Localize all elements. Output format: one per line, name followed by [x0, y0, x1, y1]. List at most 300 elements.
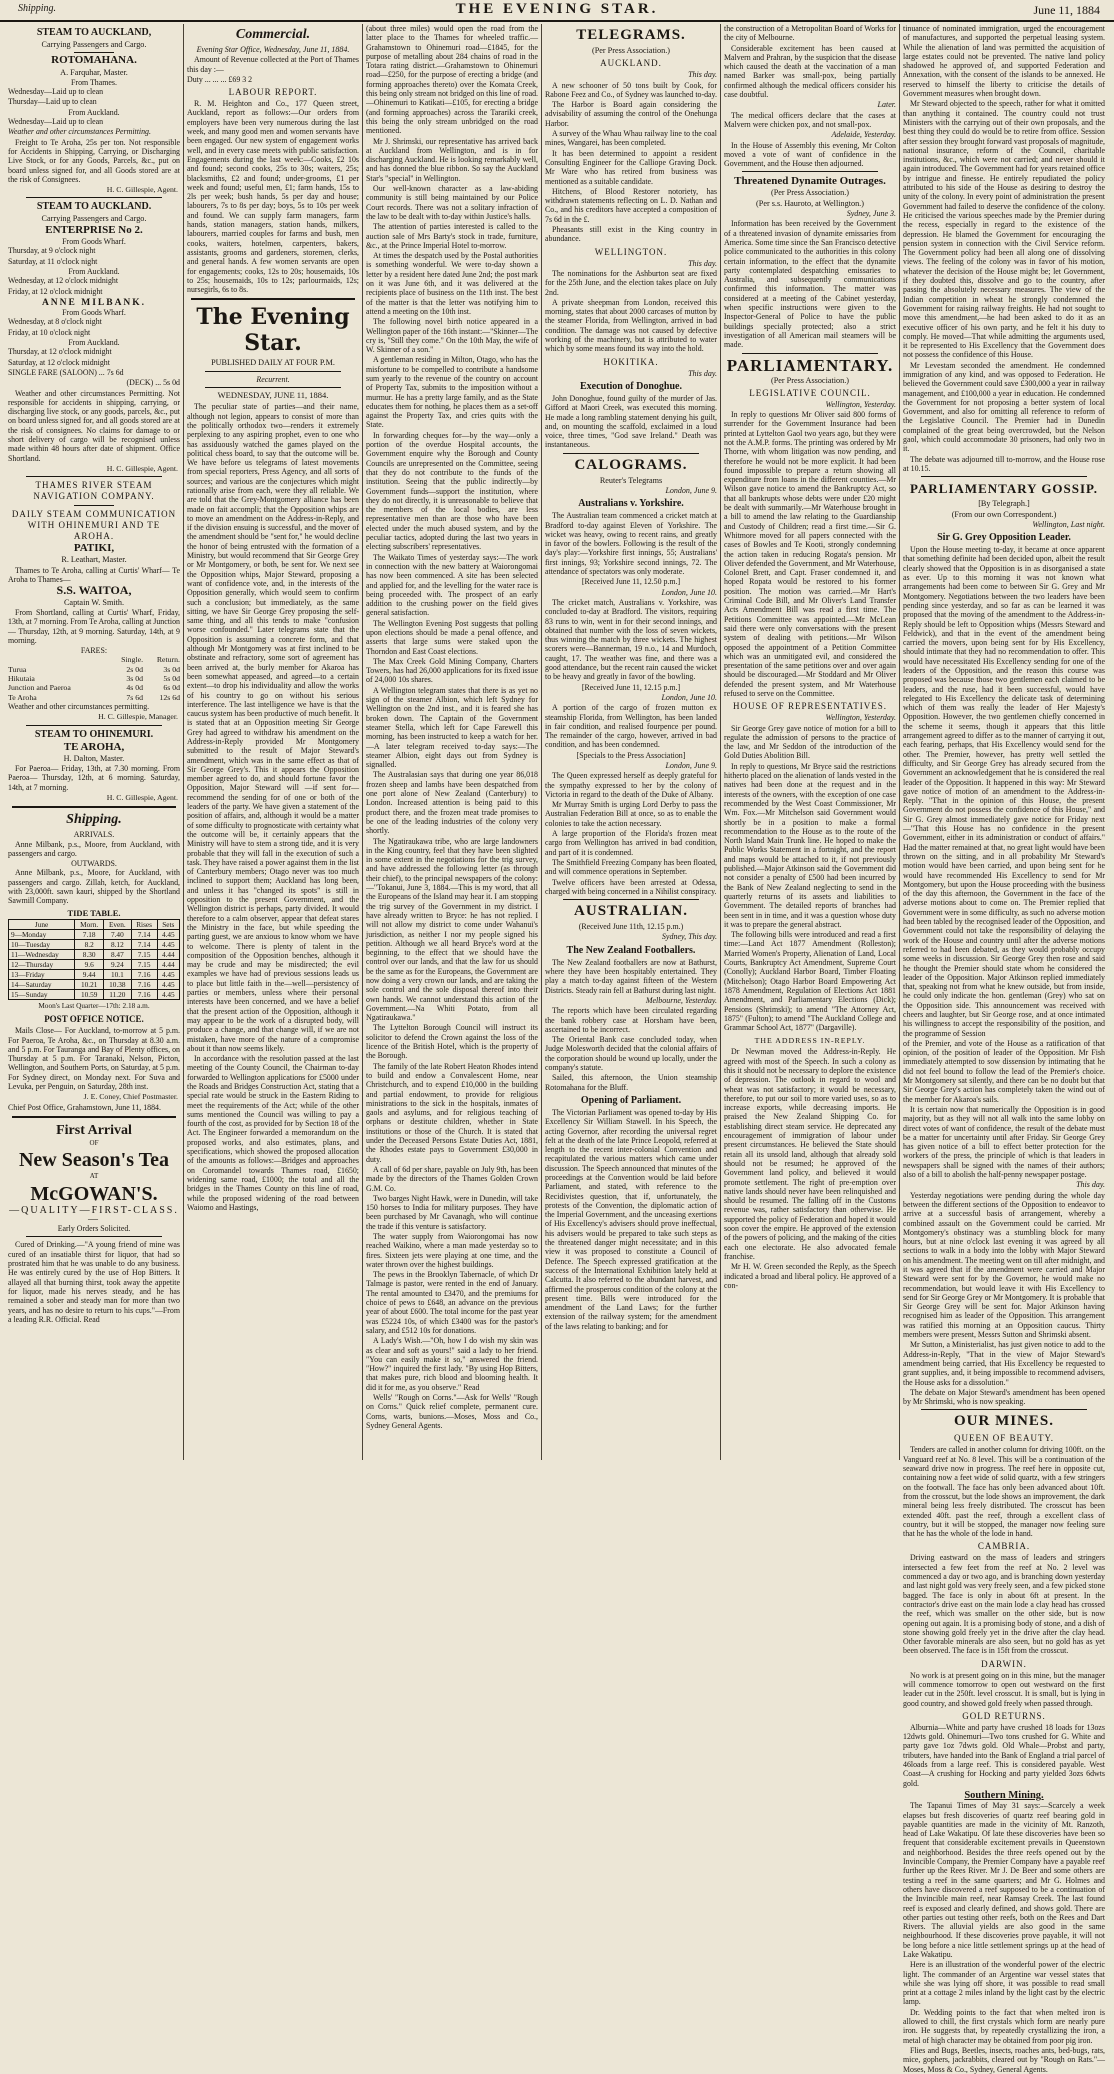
tide-cell: 15—Sunday	[9, 989, 75, 999]
dateline: Evening Star Office, Wednesday, June 11, 1884.	[196, 45, 350, 54]
paragraph: Anne Milbank, p.s., Moore, for Auckland, with passengers and cargo. Zillah, ketch, for Auckland, with 23,000ft. sawn kauri, shipped by the Shortland Sawmill Company.	[8, 868, 180, 906]
tide-row	[9, 939, 180, 949]
place-heading: AUCKLAND.	[600, 58, 662, 69]
tide-cell: 9.6	[75, 959, 104, 969]
tide-cell: 7.16	[131, 979, 157, 989]
paragraph: A Wellington telegram states that there is as yet no sign of the steamer Albion, which left Sydney for Wellington on the 2nd inst., and it is feared she has broken down. The Captain of the Government steamer Stella, which left for Cape Farewell this morning, has been instructed to keep a watch for her.—A later telegram received to-day says:—The steamer Albion, eight days out from Sydney is signalled.	[366, 685, 538, 770]
column-parliamentary	[724, 24, 896, 1460]
paragraph: Yesterday negotiations were pending during the whole day between the different sections of the Opposition to endeavor to arrive at a successful basis of arrangement, whereby a combined assault on the Government could be carried. Mr Montgomery's obstinacy was a stumbling block for many hours, but at nine o'clock last evening it was agreed by all sections to walk in a body into the lobby with Major Steward on his amendment. The meeting went on till after midnight, and it was agreed that if the amendment were carried and Major Steward were sent for by the Governor, he would make no recommendation, but would leave it with His Excellency to send for Sir George Grey or Mr Montgomery. It is probable that Sir George Grey will be sent for. Major Atkinson having recognised him as leader of the Opposition. This arrangement was ratified this morning at an Opposition caucus. Thirty members were present, Messrs Sutton and Shrimski absent.	[903, 1190, 1105, 1340]
paragraph: The following bills were introduced and read a first time:—Land Act 1877 Amendment (Rolleston); Married Women's Property, Alienation of Land, Local Courts, Bankruptcy Act Amendment, Supreme Court (Conolly); Auckland Harbor Board, Timber Floating (Mitchelson); Otago Harbor Board Empowering Act 1878 Amendment, Regulation of Elections Act 1881 Amendment, and Parliamentary Elections (Dick); Pensions (Shrimski); to amend "The Attorney Act, 1875" (Fulton); to amend "The Auckland College and Grammar School Act, 1877" (Dargaville).	[724, 930, 896, 1033]
column-rule	[362, 24, 363, 1460]
subsection-heading: HOUSE OF REPRESENTATIVES.	[732, 701, 888, 712]
tide-cell: 7.16	[131, 969, 157, 979]
divider	[563, 453, 699, 454]
column-shipping	[8, 24, 180, 1460]
paragraph: Sailed, this afternoon, the Union steamship Rotomahana for the Bluff.	[545, 1073, 717, 1092]
postmaster-signature: J. E. Coney, Chief Postmaster.	[83, 1092, 178, 1102]
schedule-line: Thursday, at 12 o'clock midnight	[8, 347, 112, 357]
motto: Recurrent.	[256, 374, 290, 384]
paragraph: Dr. Wedding points to the fact that when melted iron is allowed to chill, the first crystals which form are nearly pure iron. He suggests that, by repeatedly crystallizing the iron, a metal of high character may be obtained from poor pig iron.	[903, 2007, 1105, 2045]
paragraph: Mr Sutton, a Ministerialist, has just given notice to add to the Address-in-Reply, "That in the view of Major Steward's amendment being carried, that His Excellency be requested to grant supplies, and, it being impossible to recommend advisers, the House asks for a dissolution."	[903, 1340, 1105, 1387]
manager-signature: H. C. Gillespie, Manager.	[98, 712, 178, 722]
paragraph: (about three miles) would open the road from the latter place to the Thames for wheeled traffic.—Grahamstown to Ohinemuri road—£1845, for the purpose of metalling about 284 chains of road in the Totara rating district.—Grahamstown to Ohinemuri road—£250, for the purpose of erecting a bridge (and forming approaches thereto) over the Komata Creek, this being only stream not bridged on this line of road.—Ohinemuri to Katikati—£105, for erecting a bridge (and forming approaches) across the Tarariki creek, this being the only stream unbridged on the road mentioned.	[366, 24, 538, 136]
editorial-paragraph: The peculiar state of parties—and their name, although not legion, appears to consist of more than the politically orthodox two—renders it extremely perplexing to any aspiring prophet, even to one who has assiduously watched the games played on the political chess board, to say that the outcome will be. We have before us telegrams of latest movements from special reporters, Press Agency, and all sorts of sources; and various are the conjectures which might rationally arise from each, were they all reliable. We are told that the Grey-Montgomery alliance has been made on fait accompli; that the Opposition whips are to move an amendment on the Address-in-Reply, and if the division ensuing is successful, and the mover of the amendment should be "sent for," he would decline the honor of being entrusted with the formation of a Ministry, but would recommend that Sir George Grey or Mr Montgomery, or both, be sent for. We next see the Opposition whips, Major Steward, proposing a want of confidence vote, and, in the interests of the Opposition generally, which would seem to confirm such a conclusion; but immediately, as the same sitting, we have Sir George Grey proposing the self-same thing, and all this tends to make "confusion worse confounded." Later telegrams state that the Opposition is assuming a concrete form, and that although Mr Montgomery was at first inclined to be obstinate and refractory, some sort of agreement has been arrived at, the burly member for Akaroa has been somewhat appeased, and agreed—to a certain extent—to drop his individuality and allow the works of his country to go on without his serious interference. The last intelligence we have is that the caucus system has been productive of much benefit. It is stated that at an Opposition meeting Sir George Grey had agreed to withdraw his amendment on the Address-in-Reply provided Mr Montgomery submitted to the result of Major Steward's amendment, which was in the same effect as that of Sir George Grey's. This it appears the Opposition member agreed to do, and should fortune favor the Opposition, Major Steward will —if sent for—recommend the sending for of one or both of the leaders of the party. We have given a statement of the position of affairs, and, although it would be a matter of some difficulty to prognosticate with certainty what the outcome will be, it certainly appears that the Ministry will have to stem a strong tide, and it is very probable that they will fall in the execution of such a task. They have raised a power against them in the list of Canterbury members; Otago never was too much inclined to support them; Auckland has long been, and unless it has "changed its spots" is still in opposition to the present Government, and the Wellington district is perhaps, party divided. It would therefore to a calm observer, appear that defeat stares the Ministry in the face, but while speeding the parting guest, we are anxious to know whom we have to welcome. There is plenty of talent in the composition of the Opposition benches, although it may be crude and may be misdirected; the evil examples we have had of previous sessions leads us to place but little faith in the—well—persistency of parties or members, unless where their personal interests have been concerned, and we have a belief that the present action of the Opposition, although it may appear to be the work of a disrupted body, will produce a change, and that change will, if we are not mistaken, have more of the nature of a compromise about it than now seems likely.	[187, 402, 359, 1053]
column-gossip-mines	[903, 24, 1105, 2074]
column-rule	[183, 24, 184, 1460]
paragraph: The cricket match, Australians v. Yorkshire, was concluded to-day at Bradford. The visitors, requiring 83 runs to win, went in for their second innings, and obtained that number with the loss of seven wickets, thus winning the match by three wickets. The highest scorers were—Bannerman, 19 n.o., 14 and Murdoch, caught, 17. The weather was fine, and there was a good attendance, but the recent rain caused the wicket to be heavy and greatly in favor of the bowling.	[545, 597, 717, 682]
tide-cell: 14—Saturday	[9, 979, 75, 989]
fare-line: SINGLE FARE (SALOON) ... 7s 6d	[8, 367, 124, 377]
ship-name: ROTOMAHANA.	[51, 54, 137, 67]
tide-header-cell: Morn.	[75, 919, 104, 929]
column-rule	[899, 24, 900, 1460]
schedule-line: From Auckland.	[68, 266, 120, 276]
tide-cell: 8.30	[75, 949, 104, 959]
fares-header-cell: Single.	[121, 655, 144, 665]
divider	[742, 171, 878, 172]
section-heading: STEAM TO OHINEMURI.	[34, 728, 154, 740]
tide-cell: 4.45	[157, 979, 179, 989]
paragraph: Sir George Grey gave notice of motion for a bill to regulate the admission of persons to the practice of the law, and Mr Seddon of the introduction of the Gold Duties Abolition Bill.	[724, 723, 896, 761]
tide-cell: 9.24	[104, 959, 131, 969]
tide-cell: 4.45	[157, 939, 179, 949]
schedule-list	[8, 237, 180, 296]
fares-cell: Turua	[8, 664, 27, 674]
dateline: London, June 9.	[665, 485, 717, 495]
paragraph: Mr Steward objected to the speech, rather for what it omitted than anything it contained. The country could not trust Ministers with the carrying out of their own proposals, and the best thing they could do would be to retire from office. Session after session they brought forward vast proposals of magnitude, national insurance, reform of the Council, charitable institutions, &c., which were not carried; and never should it again introduced. The Government had for years retained office by intrigue and finesse. He entirely repudiated the policy attributed to his side of the House as desiring to destroy the unity of the colony. In every point of administration the present Government had failed to deserve the confidence of the colony. He criticised the various speeches made by the Premier during the recess, especially in regard to the existence of the depression. He blamed the Government for encouraging the pension system in connection with the Civil Service reform. The Government policy had been all along one of dissolving views. The feeling of the colony was in favor of his motion, whatever the decision of the House might be; let Government, if they doubted this, dissolve and go to the country, after passing the absolutely necessary measures. The view of the Indian competition in wheat he strongly condemned the Government for raising railway freights. He had not sought to move this amendment,—he had been asked to do it as an executive officer of his own party, and he felt it his duty to comply. He moved—That while admitting the arguments used, it be represented to His Excellency that the Government does not possess the confidence of this House.	[903, 99, 1105, 360]
subsection-heading: CAMBRIA.	[977, 1541, 1031, 1552]
column-telegrams	[545, 24, 717, 1460]
dateline: Melbourne, Yesterday.	[645, 995, 717, 1005]
masthead-title: THE EVENING STAR.	[455, 1, 659, 17]
paragraph: The nominations for the Ashburton seat are fixed for the 25th June, and the election takes place on July 2nd.	[545, 268, 717, 297]
tide-cell: 8.12	[104, 939, 131, 949]
newspaper-title: The Evening Star.	[196, 304, 350, 357]
paragraph: Mr Levestam seconded the amendment. He condemned immigration of any kind, and was opposed to Federation. He believed the Government could save £300,000 a year in railway management, and £100,000 a year in education. He condemned the Government for not proposing a better system of local Government, and also for omitting all reference to reform of the Legislative Council. The Premier had in Dunedin complained of the great being overcrowded, but the Nelson gaol, which could accommodate 30 prisoners, had only two in it.	[903, 360, 1105, 454]
dateline: Sydney, June 3.	[846, 209, 896, 219]
received-line: (Received June 11th, 12.15 p.m.)	[578, 922, 684, 932]
ship-name: S.S. WAITOA,	[56, 583, 132, 598]
publication-note: PUBLISHED DAILY AT FOUR P.M.	[211, 358, 335, 368]
paragraph: Here is an illustration of the wonderful power of the electric light. The commander of an Argentine war vessel states that while she was lying off shore, it was possible to read small print at a cottage 2 miles inland by the light cast by the electric lamp.	[903, 1960, 1105, 2007]
paragraph: The Max Creek Gold Mining Company, Charters Towers, has had 26,000 applications for its fixed issue of 24,000 10s shares.	[366, 656, 538, 685]
paragraph: The Australasian says that during one year 86,018 frozen sheep and lambs have been despatched from one port alone of New Zealand (Canterbury) to London. Increased attention is being paid to this product there, and the frozen meat trade promises to be one of the leading industries of the colony very shortly.	[366, 770, 538, 836]
tide-row	[9, 929, 180, 939]
subsection-heading: THE ADDRESS IN-REPLY.	[754, 1036, 866, 1046]
tide-cell: 4.45	[157, 989, 179, 999]
paragraph: Freight to Te Aroha, 25s per ton. Not responsible for Accidents in Shipping, Carrying, or Discharging Live Stock, or for any Goods, Parcels, &c., put on board unless signed for, and all Goods stored are at the risk of Consignees.	[8, 137, 180, 184]
tide-row	[9, 959, 180, 969]
schedule-line: Friday, at 12 o'clock midnight	[8, 286, 103, 296]
schedule-line: Saturday, at 11 o'clock night	[8, 256, 98, 266]
paragraph: The Lyttelton Borough Council will instruct its solicitor to defend the Crown against the loss of the licence of the British Hotel, which is the property of the Borough.	[366, 1023, 538, 1061]
tide-cell: 7.18	[75, 929, 104, 939]
schedule-line: Wednesday, at 8 o'clock night	[8, 317, 102, 327]
tide-cell: 10—Tuesday	[9, 939, 75, 949]
tide-row	[9, 979, 180, 989]
dateline: London, June 10.	[661, 587, 717, 597]
fares-cell: 4s 0d	[126, 683, 144, 693]
tide-cell: 7.15	[131, 949, 157, 959]
paragraph: For Paeroa— Friday, 13th, at 7.30 morning. From Paeroa— Thursday, 12th, at 6 morning. Saturday, 14th, at 7 morning.	[8, 764, 180, 792]
tide-cell: 11.20	[104, 989, 131, 999]
advert-line: —QUALITY—FIRST-CLASS.—	[9, 1204, 179, 1225]
tide-cell: 4.44	[157, 959, 179, 969]
paragraph: Considerable excitement has been caused at Malvern and Prahran, by the suspicion that the disease which caused the death at the vaccination of a man named Barker was small-pox, being partially confirmed although the medical officers consider his case doubtful.	[724, 43, 897, 100]
paragraph: It has been determined to appoint a resident Consulting Engineer for the Calliope Graving Dock. Mr Ware who has retired from business was mentioned as a suitable candidate.	[545, 148, 717, 186]
tide-cell: 4.44	[157, 949, 179, 959]
paragraph: The medical officers declare that the cases at Malvern were chicken pox, and not small-pox.	[724, 110, 896, 129]
fares-cell: 5s 0d	[163, 674, 180, 684]
dateline: Later.	[877, 100, 896, 110]
paragraph: At times the despatch used by the Postal authorities is something wonderful. We were to-day shown a letter by a resident here dated June 2nd; the post mark on it was June 6th, and it was delivered at the recipients place of business on the 11th inst. The best of the matter is that the letter was notifying him to attend a meeting on the 10th inst.	[366, 251, 538, 316]
agent-signature: H. C. Gillespie, Agent.	[106, 793, 178, 802]
dateline: Wellington, Yesterday.	[825, 399, 896, 409]
paragraph: Tenders are called in another column for driving 100ft. on the Vanguard reef at No. 8 level. This will be a continuation of the seaward drive now in progress. The reef here in opposite cut, containing now a feet wide of solid quartz, with a few stringers on the footwall. The face has only been advanced about 10ft. from the crosscut, but the lode shows an improvement, the dark mineral being less freely distributed. The crosscut has been extended 40ft. past the reef, through a excellent class of country, but it will be stopped, the manager now feeling sure that he has the whole of the lode in hand.	[903, 1445, 1105, 1539]
paragraph: R. M. Heighton and Co., 177 Queen street, Auckland, report as follows:—Our orders from employers have been very numerous during the last week, and many good men and women servants have been engaged. Our new system of engagement works well, and in every case meets with public satisfaction. Engagements during the last week:—Cooks, £2 10s and found; second cooks, 25s to 30s; waiters, 25s; blacksmiths, £2 and found; under-grooms, £1 per week and found; useful men, £1; farm hands, 15s to 2ls per week; bush hands, 5s per day and house; labourers, 7s to 8s per day; boys, 5s to 10s per week and found. We can supply farm managers, farm hands, station managers, station hands, milkers, labourers, married couples for farms and bush, men cooks, waiters, hotelmen, carpenters, bakers, assistants, grooms and gardeners, storemen, clerks, and general hands. A few women servants are open for engagements; cooks, 12s to 20s; housemaids, 10s to 25s; housemaids, 10s to 12s; parlourmaids, 12s; nursegirls, 6s to 8s.	[187, 99, 359, 295]
paragraph: A large proportion of the Florida's frozen meat cargo from Wellington has arrived in bad condition, and part of it is condemned.	[545, 829, 717, 857]
section-subheading: Carrying Passengers and Cargo.	[41, 40, 147, 49]
paragraph: Mr J. Shrimski, our representative has arrived back at Auckland from Wellington, and is in for discharging Auckland. He is looking remarkably well, and has donned the blue ribbon. So say the Auckland Star's "special" in Wellington.	[366, 136, 538, 183]
tide-cell: 4.45	[157, 929, 179, 939]
paragraph: The family of the late Robert Heaton Rhodes intend to build and endow a Convalescent Home, near Christchurch, and to expend £10,000 in the building and partial endowment, to provide for religious ministrations to the sick in the hospitals, inmates of gaols and asylums, and for religious teaching of orphans or destitute children, whether in State institutions or those of the Church. It is stated that under the Deceased Persons Estate Duties Act, 1881, the Rhodes estate pays to Government £30,000 in duty.	[366, 1061, 538, 1164]
tide-header-cell: Sets	[157, 919, 179, 929]
divider	[26, 197, 162, 198]
advert-line: Early Orders Solicited.	[57, 1224, 131, 1234]
source-line: Reuter's Telegrams	[599, 475, 663, 485]
paragraph: Dr Newman moved the Address-in-Reply. He agreed with most of the Speech. In such a colony as this it should not be necessary to deplore the existence of depression. The outlook in regard to wool and wheat was not satisfactory; it would be necessary, therefore, to put our soil to more varied uses, so as to increase exports, while decreasing imports. He praised the New Zealand Shipping Co. for establishing direct steam service. He deprecated any encouragement of immigration of labour under present circumstances. He believed the State should retain all its unsold land, although that already sold should not be resumed; he approved of the Government land policy, and believed it would promote settlement. The right of pre-emption over native lands should never have been relinquished and should be resumed. The falling off in the Customs revenue was, rather satisfactory than otherwise. He supported the policy of Federation and hoped it would soon cover the empire. He approved of the extension of the powers of policing, and the making of the cities each one electorate. He also advocated female franchise.	[724, 1047, 896, 1261]
schedule-line: From Goods Wharf.	[62, 237, 126, 247]
article-heading: Sir G. Grey Opposition Leader.	[937, 532, 1071, 544]
paragraph: In reply to questions, Mr Bryce said the restrictions hitherto placed on the alienation of lands vested in the natives had been done at the request and in the interests of the owners, with the exception of one case recommended by the West Coast Commissioner, Mr Wm. Fox.—Mr Mitchelson said Government would shortly be in a position to make a formal recommendation to the House as to the route of the North Island Main Trunk line. He hoped to make the Public Works Statement in a fortnight, and the report and maps would be attached to it, if not previously published.—Major Atkinson said the Government did not consider a penalty of £500 had been incurred by the Bank of New Zealand neglecting to send in the quarterly returns of its assets and liabilities to Government. The detailed reports of branches had been sent in in time, and it was a question whose duty it was to prepare the general abstract.	[724, 761, 896, 929]
paragraph: Alburnia—White and party have crushed 18 loads for 13ozs 12dwts gold. Ohinemuri—Two tons crushed for G. White and party gave 1oz 7dwts gold. Old Whale—Probst and party, tributers, have handed into the Bank of England a trial parcel of 46loads from a large reef. This is considered payable. West Coast—A crushing for Hocking and party yielded 3ozs 6dwts gold.	[903, 1722, 1105, 1788]
fares-row	[8, 683, 180, 692]
paragraph: The reports which have been circulated regarding the bank robbery case at Horsham have been, ascertained to be incorrect.	[545, 1006, 717, 1034]
fares-cell: Te Aroha	[8, 692, 37, 702]
article-heading: Threatened Dynamite Outrages.	[734, 175, 886, 188]
tide-cell: 7.40	[104, 929, 131, 939]
paragraph: Driving eastward on the mass of leaders and stringers intersected a few feet from the reef at No. 2 level was commenced a day or two ago, and is branching down yesterday and last night gold was very freely seen, and a few picked stone bagged. The face is only in about 6ft at present. In the contractor's drive east on the main lode a clay head has crossed the reef, which was smaller on the other side, but is now opening out again. It is a promising body of stone, and a dish of stone showing gold freely yet in the drive after the clay head. Other favorable minerals are also seen, but no gold has as yet been observed. The face is in 15ft from the crosscut.	[903, 1553, 1105, 1656]
divider	[191, 298, 355, 300]
divider	[921, 1409, 1087, 1410]
received-line: [Specials to the Press Association]	[576, 750, 686, 760]
dateline: Wellington, Yesterday.	[825, 713, 896, 723]
subsection-heading: ARRIVALS.	[73, 830, 115, 840]
section-heading: DAILY STEAM COMMUNICATION WITH OHINEMURI AND TE AROHA.	[11, 509, 177, 542]
ship-master: H. Dalton, Master.	[63, 753, 125, 763]
column-commercial-editorial	[187, 24, 359, 1460]
paragraph: The New Zealand footballers are now at Bathurst, where they have been hospitably entertained. They play a match to-day against fifteen of the Western Districts. Steady rain fell at Bathurst during last night.	[545, 957, 717, 995]
paragraph: tinuance of nominated immigration, urged the encouragement of manufactures, and supported the perpetual leasing system. While the alienation of land was permitted the acquisition of large estates could not be prevented. The native land policy shadowed he approved of, and supported Federation and Annexation, with the consent of the islands to be annexed. He reserved to himself the liberty to criticise the details of Government measures when brought down.	[903, 24, 1105, 99]
dateline: London, June 9.	[665, 761, 717, 770]
paragraph: The Victorian Parliament was opened to-day by His Excellency Sir William Stawell. In his Speech, the acting Governor, after recording the universal regret felt at the death of the late Prince Leopold, referred at length to the recent inter-colonial Convention and recapitulated the various matters which came under discussion. The Speech announced that minutes of the proceedings at the Convention would be laid before Parliament, and stated, with reference to the Recidivistes question, that if, unfortunately, the protests of the Convention, the diplomatic action of the Imperial Government, and the unceasing exertions of His Excellency's advisers should prove ineffectual, his advisers would be prepared to take such steps as the threatened danger might necessitate; and in this view it was proposed to constitute a Council of Defence. The Speech expressed gratification at the success of the International Exhibition lately held at Calcutta. It also referred to the abundant harvest, and affirmed the prosperous condition of the colony at the present time. Bills were introduced for the amendment of the Land Laws; for the further extension of the railway system; for the amendment of the laws relating to banking; and for	[545, 1107, 717, 1331]
divider	[26, 476, 162, 477]
paragraph: Hitchens, of Blood Restorer notoriety, has withdrawn statements reflecting on L. D. Nathan and Co., and his creditors have accepted a composition of 7s 6d in the £.	[545, 186, 717, 224]
paragraph: The debate was adjourned till to-morrow, and the House rose at 10.15.	[903, 454, 1105, 473]
paragraph: John Donoghue, found guilty of the murder of Jas. Gifford at Maori Creek, was executed this morning. He made a long rambling statement denying his guilt, and, on mounting the scaffold, exclaimed in a loud voice, three times, "God save Ireland." Death was instantaneous.	[545, 393, 717, 450]
subsection-heading: LEGISLATIVE COUNCIL.	[749, 387, 871, 398]
paragraph: Flies and Bugs, Beetles, insects, roaches ants, bed-bugs, rats, mice, gophers, jackrabbits, cleared out by "Rough on Rats."—Moses, Moss & Co., Sydney, General Agents.	[903, 2045, 1105, 2074]
tide-row	[9, 989, 180, 999]
paragraph: the construction of a Metropolitan Board of Works for the city of Melbourne.	[724, 24, 896, 43]
tide-cell: 10.21	[75, 979, 104, 989]
schedule-line: Wednesday, at 12 o'clock midnight	[8, 276, 119, 286]
schedule-line: Friday, at 10 o'clock night	[8, 327, 91, 337]
paragraph: The Ngatiraukawa tribe, who are large landowners in the King country, feel that they have been slighted in some extent in the negotiations for the trig survey, and have addressed the following letter (as through their chief), to the principal newspapers of the colony:—"Tokanui, June 3, 1884.—This is my word, that all the Europeans of the Island may hear it. I am stopping the trig survey of the Government in my district. I have already written to Bryce: he has not replied. I will not allow my district to come under Wahanui's jurisdiction, as neither I nor my people signed his petition. Although we all heard Bryce's word at the beginning, to the effect that we should have the control over our lands, and that the law for us should be the same as for the Europeans, the Government are now doing a very crown our lands, and are taking the sole control and the sole disposal thereof into their own hands. We cannot understand this action of the Government.—Na Whiti Potato, from all Ngatiraukawa."	[366, 836, 538, 1023]
tide-cell: 7.14	[131, 929, 157, 939]
paragraph: In reply to questions Mr Oliver said 800 forms of surrender for the Government Insurance had been printed at Lyttelton Gaol two years ago, but they were not the A.M.P. forms. The printing was ordered by Mr Thorne, with whom litigation was now pending, and therefore he would not be more explicit. It had been found impossible to prepare a return showing all expenditure from loans in the different counties.—Mr Wilson gave notice to amend the Bankruptcy Act, so that all bankrupts whose debts were under £20 might be dealt with summarily.—Mr Waterhouse brought in a bill to amend the law relating to the Guardianship and Custody of Children; read a first time.—Sir G. Whitmore moved for all papers connected with the cases of Bowles and Te Kooti, strongly condemning the action taken in reducing Rogata's pension. Mr Oliver defended the Government, and Mr Waterhouse, Colonel Brett, and Capt. Fraser condemned it, and hoped Ropata would be restored to his former position. The motion was carried.—Mr Hart's Criminal Code Bill, and Mr Oliver's Land Transfer Acts Amendment Bill was read a first time. The Petitions Committee was appointed.—Mr McLean said there were only conversations with the present system of dealing with petitions.—Mr Wilson opposed the appointment of a Petition Committee which was an unmitigated evil, and considered the presentation of the same petitions over and over again should be discouraged.—Mr Stoddard and Mr Oliver defended the present system, and Mr Waterhouse refused to serve on the Committee.	[724, 410, 896, 698]
post-office-dateline: Chief Post Office, Grahamstown, June 11, 1884.	[8, 1102, 161, 1112]
paragraph: A gentleman residing in Milton, Otago, who has the misfortune to be compelled to contribute a handsome sum yearly to the revenue of the country on account of Property Tax, submits to the imposition without a murmur. He has a pretty large family, and as the State educates them for nothing, he places them as a set-off against the Property Tax, and cries quits with the State.	[366, 355, 538, 430]
paragraph: The Waikato Times of yesterday says:—The work in connection with the new battery at Waiorongomai has now been commenced. A site has been selected and applied for, and the levelling for the water race is being proceeded with. The prospect of an early addition to the crushing power on the field gives general satisfaction.	[366, 552, 538, 618]
schedule-line: From Auckland.	[68, 338, 120, 348]
paragraph: From Shortland, calling at Curtis' Wharf, Friday, 13th, at 7 morning. From Te Aroha, calling at Junction— Thursday, 12th, at 9 morning. Saturday, 14th, at 9 morning.	[8, 607, 180, 645]
section-heading: Commercial.	[235, 27, 311, 42]
section-heading: POST OFFICE NOTICE.	[44, 1014, 144, 1025]
paragraph: The Tapanui Times of May 31 says:—Scarcely a week elapses but fresh discoveries of quartz reef bearing gold in payable quantities are made in the vicinity of Mt. Ranzoth, head of Lake Wakatipu. Of late these discoveries have been so frequent that considerable excitement prevails in Queenstown and neighborhood. Besides the three reefs opened out by the Invincible Company, the Premier Company have a payable reef further up the Rees River. Mr J. De Beer and some others are testing a reef in the same quarters; and Mr G. Holmes and others have discovered a reef supposed to be a continuation of the Invincible main reef, near Ramsay Creek. The last found reef is exposed and clearly defined, and shows gold. There are other parties out testing other reefs, both on the Rees and Dart Rivers. The alluvial yields are also good in the same neighbourhood. If these discoveries prove payable, it will not be long before a nice little settlement springs up at the head of Lake Wakatipu.	[903, 1801, 1105, 1959]
section-subheading: Carrying Passengers and Cargo.	[41, 214, 147, 224]
paragraph: Cured of Drinking.—"A young friend of mine was cured of an insatiable thirst for liquor, that had so prostrated him that he was unable to do any business. He was entirely cured by the use of Hop Bitters. It allayed all that burning thirst, took away the appetite for liquor, made his nerves steady, and he has remained a sober and steady man for more than two years, and has no desire to return to his cups."—From a leading R.R. Official. Read	[8, 1240, 180, 1324]
fares-row	[8, 693, 180, 702]
fares-cell: 2s 0d	[126, 664, 144, 674]
paragraph: The Queen expressed herself as deeply grateful for the sympathy expressed to her by the colony of Victoria in regard to the death of the Duke of Albany.	[545, 771, 717, 799]
paragraph: Our well-known character as a law-abiding community is still being maintained by our Police Court records. There was not a solitary infraction of the law to be dealt with to-day within Justice's halls.	[366, 184, 538, 221]
divider	[74, 52, 114, 53]
received-line: [Received June 11, 12.50 p.m.]	[581, 577, 681, 587]
tide-header-cell: June	[9, 919, 75, 929]
advert-heading: McGOWAN'S.	[30, 1182, 158, 1205]
paragraph: The Harbor is Board again considering the advisability of assuming the control of the Onehunga Harbor.	[545, 100, 717, 128]
tide-cell: 7.15	[131, 959, 157, 969]
paragraph: Two barges Night Hawk, were in Dunedin, will take 150 horses to India for military purposes. They have been purchased by Mr Cavanagh, who will continue the trade if this venture is satisfactory.	[366, 1193, 538, 1231]
ship-master: A. Farquhar, Master.	[60, 67, 128, 77]
article-heading: The New Zealand Footballers.	[566, 944, 696, 956]
paragraph: A portion of the cargo of frozen mutton ex steamship Florida, from Wellington, has been landed in fair condition, and realised fourpence per pound. The remainder of the cargo, however, arrived in bad condition, and has been condemned.	[545, 703, 717, 750]
fares-cell: 3s 0d	[163, 664, 180, 674]
paragraph: In forwarding cheques for—by the way—only a portion of the overdue Hospital accounts, the Government enquire why the Borough and County Councils are unrepresented on the Committee, seeing that they do not contribute to the funds of the institution. Seeing that the public indirectly—by Government funds—support the institution, where they do not directly, it is unreasonable to believe that the members of the local bodies, are less representative men than are those who have been elected under the much abused system, and by the peculiar tactics, adopted during the last two years in electing subscribers' representatives.	[366, 430, 538, 552]
advert-heading: First Arrival	[56, 1122, 132, 1138]
fares-cell: 6s 0d	[163, 683, 180, 693]
paragraph: Upon the House meeting to-day, it became at once apparent that something definite had been decided upon, albeit the result clearly showed that the Opposition is in as disorganised a state as ever. Up to this morning it was not known what arrangements had been come to between Sir G. Grey and Mr Montgomery. Negotiations between the two leaders have been pending since yesterday, and so far as can be learned it was proposed that the moving of the amendment to the Address-in-Reply should be left to Opposition whips (Messrs Steward and Feldwick), and that in the event of the amendment being carried the movers, upon being sent for by His Excellency, should intimate that they had no recommendation to offer. This would have necessitated His Excellency sending for one of the leaders of the Opposition, and the reason this course was proposed was because those two gentlemen each claimed to be leaders, and the ruse, had it been successful, would have relegated to His Excellency the delicate task of determining which of them was really the leader of Her Majesty's Opposition. However, the two gentlemen chiefly concerned in the scheme it seems, though it appears that this little arrangement agreed to differ as to the manner of carrying it out, each fearing, perhaps, that His Excellency would send for the other. The Premier, however, has pretty well settled the difficulty, and Sir George Grey has already secured from the Government an acknowledgement that he is considered the real leader of the Opposition. It happened in this way: Mr Steward gave notice of motion of an amendment to the Address-in-Reply. "That in the opinion of this House, the present Government do not possess the confidence of this House," and Sir G. Grey almost immediately gave notice for Friday next—"That this House has no confidence in the present Government, either in its administration or conduct of affairs." Had the matter remained at that, no great light would have been thrown on the sitting, and in all probability Mr Steward's motion would have been carried, and upon being sent for he would have recommended His Excellency to send for Mr Montgomery, but upon the House proceeding with the business of the day this afternoon, the Government in the face of the adverse motions about to come on. The Premier replied that Government were in some difficulty, as such no adverse motion had been tabled by the recognised leader of the Opposition, and Government could not take the responsibility of delaying the work of the House and country until after the adverse motions referred to had been debated, as they would probably occupy some weeks in discussion. Sir George Grey then rose and said he thought the Premier should state whom he considered the leader of the Opposition. Major Atkinson replied immediately that, speaking not from what he knew outside, but from inside, he could only indicate the hon. gentleman (Grey) who sat on the Opposition side. This announcement was received with cheers and laughter, but Sir George rose, and at once intimated his willingness to accept the responsibility of the position, and the programme of Session	[903, 545, 1105, 1038]
source-line: (Per Press Association.)	[591, 46, 670, 55]
paragraph: A survey of the Whau Whau railway line to the coal mines, Wangarei, has been completed.	[545, 129, 717, 148]
subsection-heading: DARWIN.	[981, 1658, 1027, 1669]
subsection-heading: OUTWARDS.	[71, 859, 117, 869]
paragraph: Mr Murray Smith is urging Lord Derby to pass the Australian Federation Bill at once, so as to enable the colonies to take the action necessary.	[545, 800, 717, 828]
advert-line: OF	[89, 1138, 99, 1147]
ship-name: ANNE MILBANK.	[41, 297, 147, 308]
schedule-line: Thursday—Laid up to clean	[8, 97, 97, 107]
schedule-line: Wednesday—Laid up to clean	[8, 117, 104, 127]
tide-cell: 10.59	[75, 989, 104, 999]
paragraph: Pheasants still exist in the King country in abundance.	[545, 225, 717, 244]
paragraph: Thames to Te Aroha, calling at Curtis' Wharf— Te Aroha to Thames—	[8, 565, 180, 585]
paragraph: Weather and other circumstances Permitting. Not responsible for accidents in shipping, carrying, or discharging live stock, or any goods, parcels, &c., put on board unless signed for, and all goods stored are at the risk of consignees. No claims for damage to or short delivery of cargo will be recognised unless made within 48 hours after date of shipment. Office Shortland.	[8, 388, 180, 463]
dateline: Adelaide, Yesterday.	[831, 130, 896, 140]
divider	[921, 476, 1087, 477]
paragraph: It is certain now that numerically the Opposition is in good majority, but as they will not all walk into the same lobby on direct votes of want of confidence, the result of the debate must be a matter for uncertainty until after Friday. Sir George Grey has given notice of a bill to effect better protection for the workers of the press, the principle of which is that leaders in newspapers shall be signed with the names of their authors; also of a bill to abolish the half-penny newspaper postage.	[903, 1104, 1105, 1180]
section-heading: Shipping.	[66, 812, 122, 828]
masthead-date: June 11, 1884	[1033, 3, 1100, 17]
schedule-note: Weather and other circumstances Permitting.	[8, 127, 151, 137]
section-heading: PARLIAMENTARY GOSSIP.	[909, 481, 1099, 497]
paragraph: In the House of Assembly this evening, Mr Colton moved a vote of want of confidence in the Government, and the House then adjourned.	[724, 140, 896, 169]
ship-master: R. Leathart, Master.	[61, 555, 127, 565]
fares-header-cell	[8, 655, 108, 664]
fares-header-cell: Return.	[156, 655, 180, 665]
source-line: (From our own Correspondent.)	[951, 509, 1057, 519]
paragraph: The debate on Major Steward's amendment has been opened by Mr Shrimski, who is now speaking.	[903, 1387, 1105, 1407]
schedule-list	[8, 308, 180, 367]
paragraph: The attention of parties interested is called to the auction sale of Mrs Barty's stock in trade, furniture, &c., at the Prince Imperial Hotel to-morrow.	[366, 222, 538, 250]
paragraph: The Oriental Bank case concluded today, when Judge Molesworth decided that the colonial affairs of the corporation should be wound up locally, under the company's statute.	[545, 1035, 717, 1073]
paragraph: Anne Milbank, p.s., Moore, from Auckland, with passengers and cargo.	[8, 839, 180, 858]
tide-cell: 12—Thursday	[9, 959, 75, 969]
masthead-section-label: Shipping.	[18, 3, 57, 14]
paragraph: No work is at present going on in this mine, but the manager will commence tomorrow to open out westward on the first leader cut in the 250ft. level crosscut. It is small, but is lying in good country, and showed gold freely when passed through.	[903, 1670, 1105, 1708]
fare-line: (DECK) ... 5s 0d	[126, 378, 180, 388]
tide-header-cell: Rises	[131, 919, 157, 929]
paragraph: The pews in the Brooklyn Tabernacle, of which Dr Talmage is pastor, were rented in the end of January. The rental amounted to £3470, and the premiums for choice of pews to £648, an advance on the previous year of about £600. The total income for the past year was £5224 10s, of which £3400 was for the pastor's salary, and £512 10s for donations.	[366, 1270, 538, 1335]
tide-cell: 11—Wednesday	[9, 949, 75, 959]
ship-name: TE AROHA,	[63, 740, 125, 753]
column-local-news	[366, 24, 538, 1460]
source-line: (Per s.s. Hauroto, at Wellington.)	[756, 198, 864, 208]
fares-title: FARES:	[80, 646, 108, 656]
schedule-line: From Thames.	[71, 77, 117, 87]
section-heading: PARLIAMENTARY.	[726, 355, 894, 375]
tide-cell: 7.16	[131, 989, 157, 999]
column-rule	[720, 24, 721, 1460]
paragraph: Mails Close— For Auckland, to-morrow at 5 p.m. For Paeroa, Te Aroha, &c., on Thursday at 8.30 a.m. and 5 p.m. For Tauranga and Bay of Plenty offices, on Thursday at 5 p.m. For Taranaki, Nelson, Picton, Wellington, and Southern Ports, on Saturday, at 5 p.m. For Sydney direct, on Monday next. For Suva and Levuka, per Penguin, on Saturday, 28th inst.	[8, 1026, 180, 1092]
column-rule	[541, 24, 542, 1460]
paragraph: The following novel birth notice appeared in a Wellington paper of the 16th instant:—"Skinner—The cry is, "Still they come." On the 10th May, the wife of W. Skinner of a son."	[366, 317, 538, 355]
ship-name: PATIKI,	[73, 542, 115, 555]
tide-cell: 7.14	[131, 939, 157, 949]
ship-name: ENTERPRISE No 2.	[45, 223, 143, 236]
section-heading: STEAM TO AUCKLAND.	[36, 201, 152, 213]
subsection-heading: GOLD RETURNS.	[962, 1710, 1046, 1721]
tide-cell: 10.1	[104, 969, 131, 979]
place-heading: WELLINGTON.	[594, 246, 668, 257]
tide-cell: 9—Monday	[9, 929, 75, 939]
paragraph: The Australian team commenced a cricket match at Bradford to-day against Eleven of Yorkshire. The wicket was heavy, owing to recent rains, and greatly in favor of the bowlers. Following is the result of the day's play:—Yorkshire first innings, 55; Australians' first innings, 93; Yorkshire second innings, 72. The attendance of spectators was only moderate.	[545, 511, 717, 577]
tide-cell: 9.44	[75, 969, 104, 979]
editorial-paragraph: In accordance with the resolution passed at the last meeting of the County Council, the Chairman to-day forwarded to Wellington applications for £5000 under the Roads and Bridges Construction Act, stating that a special rate would be struck in the Eastern Riding to meet the requirements of the Act; while of the other sums mentioned the Council was willing to pay a fourth of the cost, as provided for by Section 18 of the Act. The Engineer forwarded a memorandum on the proposed works, and also estimates, plans, and specifications, which showed the proposed allocation of the amounts as follows:—Bridges and approaches on Coromandel towards Thames road, £1650; widening same road, £1000; the total and all the bridges in the Thames County on this line of road, while the proposed widening of the road between Waiomo and Hastings,	[187, 1054, 359, 1212]
fares-note: Weather and other circumstances permitting.	[8, 701, 150, 711]
fares-cell: 3s 0d	[126, 674, 144, 684]
divider	[12, 1116, 176, 1118]
article-heading: Australians v. Yorkshire.	[578, 498, 684, 510]
article-heading: Opening of Parliament.	[580, 1094, 682, 1106]
tide-cell: 8.47	[104, 949, 131, 959]
dateline: This day.	[688, 70, 717, 80]
subsection-heading: QUEEN OF BEAUTY.	[953, 1433, 1055, 1444]
divider	[12, 806, 176, 808]
paragraph: A private sheepman from London, received this morning, states that about 2000 carcases of mutton by the steamer Florida, from Wellington, arrived in bad condition. The damage was not caused by defective working of the machinery, but is attributed to water which by some means found its way into the hold.	[545, 297, 717, 354]
tide-cell: 13—Friday	[9, 969, 75, 979]
fares-cell: Hikutaia	[8, 674, 35, 684]
divider	[563, 899, 699, 900]
ship-master: Captain W. Smith.	[63, 597, 125, 607]
paragraph: A call of 6d per share, payable on July 9th, has been made by the directors of the Thames Golden Crown G.M. Co.	[366, 1164, 538, 1193]
tide-row	[9, 969, 180, 979]
tide-table-title: TIDE TABLE.	[67, 907, 121, 918]
paragraph: A new schooner of 50 tons built by Cook, for Rabone Feez and Co., of Sydney was launched to-day.	[545, 80, 717, 99]
paragraph: of the Premier, and vote of the House as a ratification of that opinion, of the position of leader of the Opposition. Mr Fish immediately attempted to sow dissension by intimating that he did not feel bound to follow the lead of the Premier's choice. Mr Montgomery sat silently, and there can be no doubt but that Sir George Grey's action has completely taken the wind out of the member for Akaroa's sails.	[903, 1038, 1105, 1104]
fares-row	[8, 674, 180, 683]
section-heading: TELEGRAMS.	[576, 27, 686, 43]
dateline: London, June 10.	[661, 692, 717, 702]
agent-signature: H. C. Gillespie, Agent.	[106, 185, 178, 195]
paragraph: Twelve officers have been arrested at Odessa, charged with being concerned in a Nihilist conspiracy.	[545, 877, 717, 896]
divider	[742, 353, 878, 354]
paragraph: The Smithfield Freezing Company has been floated, and will commence operations in September.	[545, 857, 718, 877]
dateline: Sydney, This day.	[661, 932, 717, 942]
schedule-line: Wednesday—Laid up to clean	[8, 87, 104, 97]
tide-header-cell: Even.	[104, 919, 131, 929]
advert-heading: New Season's Tea	[18, 1149, 170, 1172]
source-line: (Per Press Association.)	[770, 375, 849, 385]
divider	[26, 1236, 162, 1237]
fares-table	[8, 655, 180, 701]
fares-cell: Junction and Paeroa	[8, 683, 71, 693]
dateline: This day.	[688, 258, 717, 268]
dateline: This day.	[688, 368, 717, 378]
schedule-line: From Goods Wharf.	[62, 308, 126, 318]
edition-date: WEDNESDAY, JUNE 11, 1884.	[217, 390, 329, 401]
divider	[205, 387, 341, 388]
paragraph: Wells' "Rough on Corns."—Ask for Wells' "Rough on Corns." Quick relief complete, permanent cure. Corns, warts, bunions.—Moses, Moss and Co., Sydney General Agents.	[366, 1393, 538, 1430]
paragraph: Information has been received by the Government of a threatened invasion of dynamite emissaries from America. Some time since the San Francisco detective police communicated to the authorities in this colony certain information, to the effect that the dynamite party contemplated despatching emissaries to Australia, and subsequently communications confirmed this information. The matter was considered at a meeting of the Cabinet yesterday, when specific instructions were given to the Inspector-General of Police to have the public buildings specially protected; also a strict investigation of all American mail steamers will be made.	[724, 219, 896, 350]
divider	[205, 371, 341, 372]
masthead	[0, 0, 1114, 22]
paragraph: The water supply from Waiorongomai has now reached Waikino, where a man made yesterday so to fires. Sixteen jets were playing at one time, and the water thrown over the highest buildings.	[366, 1232, 538, 1269]
schedule-line: Saturday, at 12 o'clock midnight	[8, 357, 110, 367]
tide-table	[8, 919, 180, 1000]
article-heading: Southern Mining.	[964, 1789, 1044, 1801]
place-heading: HOKITIKA.	[603, 356, 659, 367]
section-heading: THAMES RIVER STEAM NAVIGATION COMPANY.	[33, 480, 155, 502]
schedule-line: Thursday, at 9 o'clock night	[8, 246, 96, 256]
fares-cell: 7s 6d	[126, 692, 144, 702]
tide-cell: 8.2	[75, 939, 104, 949]
section-heading: STEAM TO AUCKLAND,	[36, 27, 152, 38]
section-heading: OUR MINES.	[953, 1413, 1054, 1430]
tide-row	[9, 949, 180, 959]
schedule-line: From Auckland.	[68, 107, 120, 117]
source-line: (Per Press Association.)	[770, 188, 849, 198]
tide-table-footnote: Moon's Last Quarter—17th: 2.18 a.m.	[38, 1000, 150, 1010]
section-heading: CALOGRAMS.	[574, 456, 688, 473]
divider	[26, 725, 162, 726]
revenue-line: Duty ... ... ... £69 3 2	[187, 74, 253, 84]
paragraph: Amount of Revenue collected at the Port of Thames this day :—	[187, 55, 359, 74]
source-line: [By Telegraph.]	[978, 499, 1030, 509]
section-heading: LABOUR REPORT.	[228, 87, 318, 98]
received-line: [Received June 11, 12.15 p.m.]	[581, 682, 681, 692]
paragraph: The Wellington Evening Post suggests that polling upon elections should be made a penal offence, and asserts that large sums were staked upon the Thorndon and East Coast elections.	[366, 618, 538, 656]
tide-cell: 10.38	[104, 979, 131, 989]
fares-row	[8, 665, 180, 674]
advert-line: AT	[89, 1172, 99, 1181]
tide-cell: 4.45	[157, 969, 179, 979]
article-heading: Execution of Donoghue.	[580, 380, 682, 392]
dateline: This day.	[1076, 1180, 1105, 1190]
fares-cell: 12s 6d	[159, 692, 180, 702]
dateline: Wellington, Last night.	[1032, 519, 1105, 529]
agent-signature: H. C. Gillespie, Agent.	[106, 463, 178, 473]
